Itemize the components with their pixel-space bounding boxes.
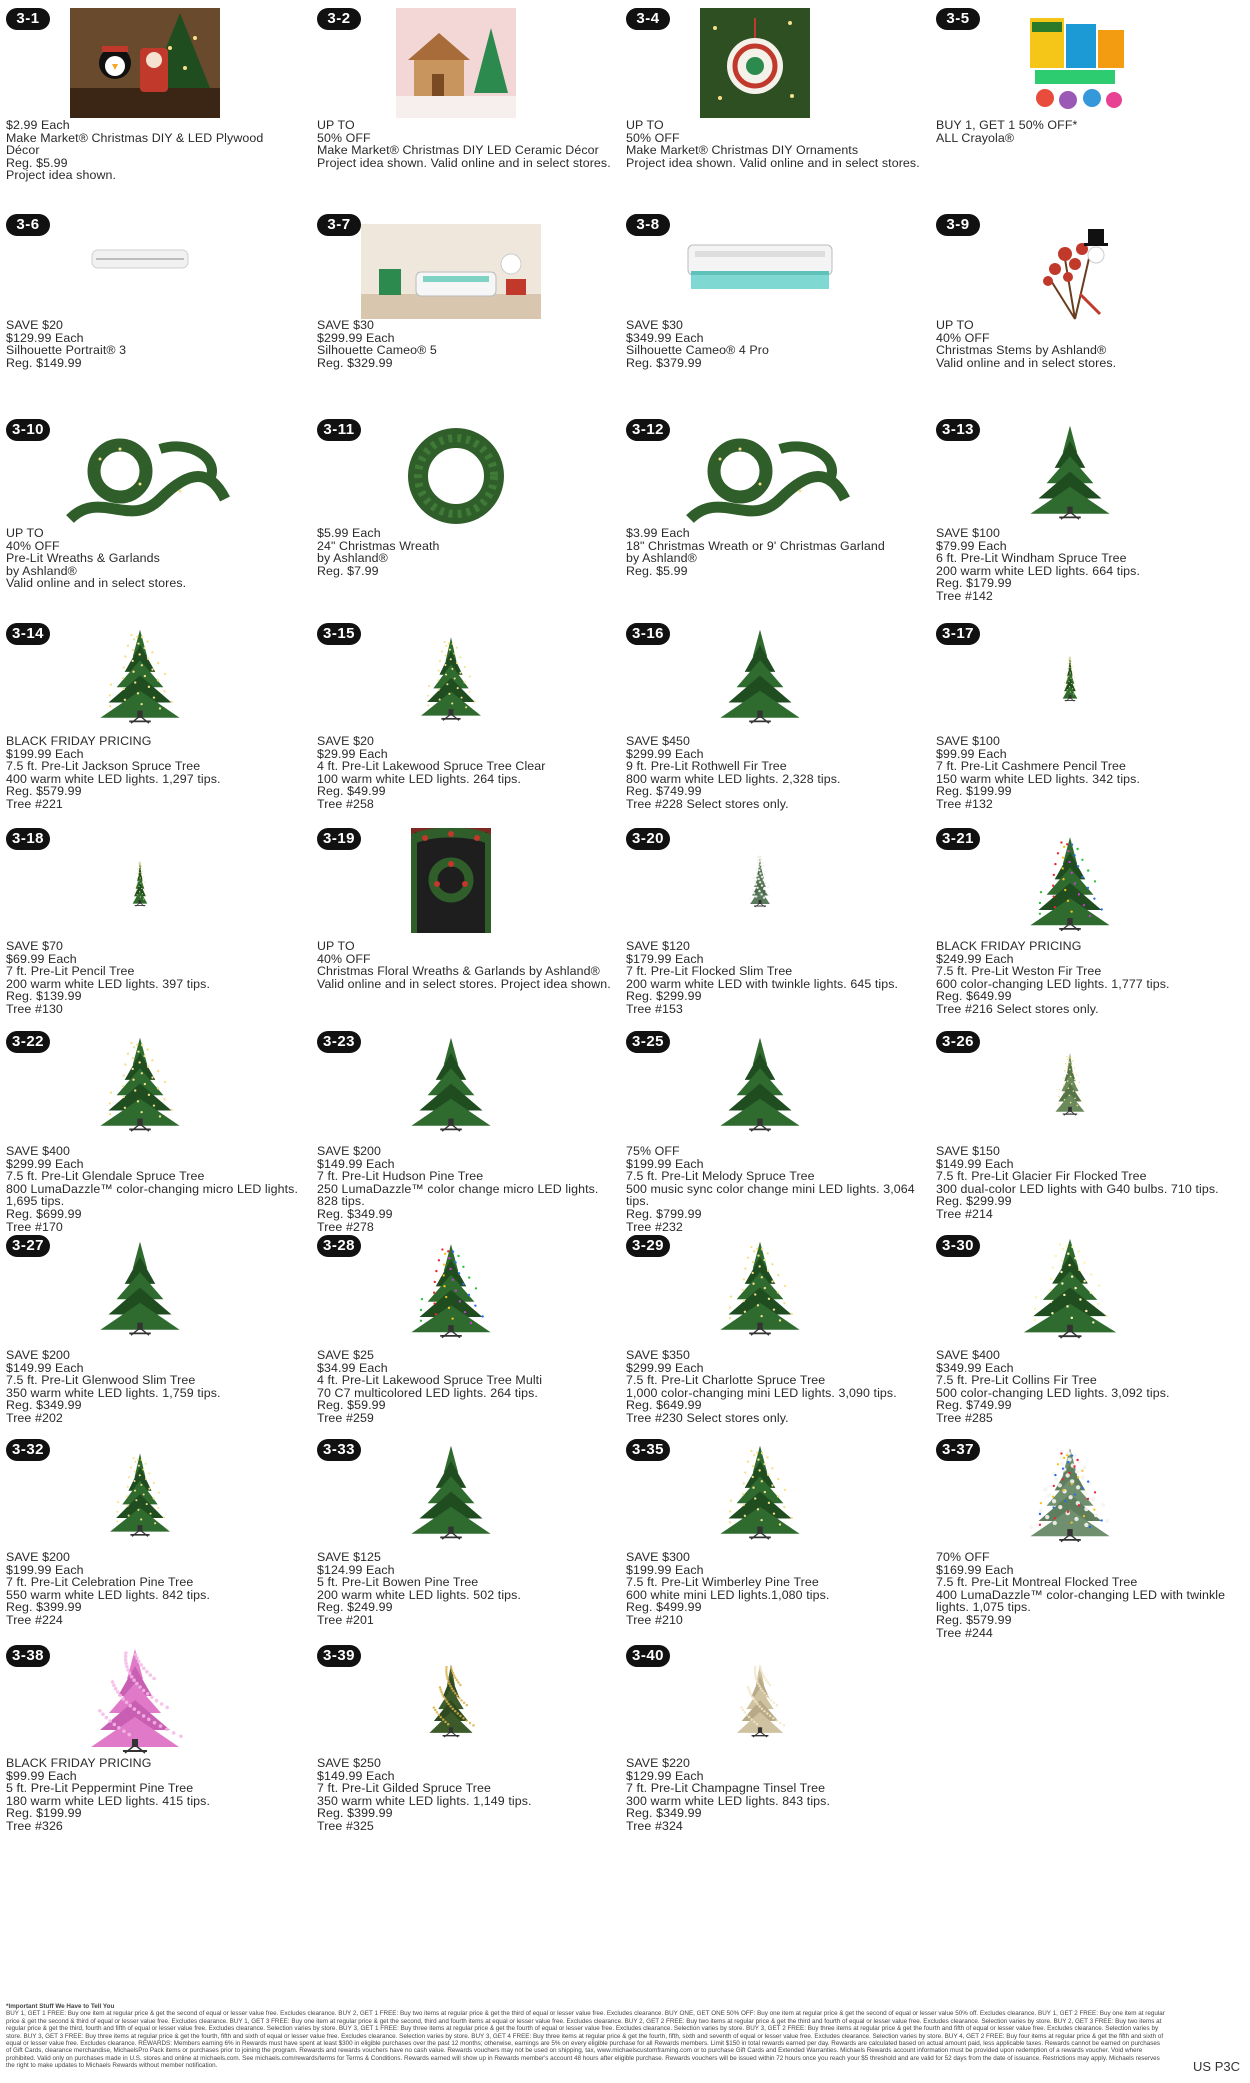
product-detail-line: SAVE $25 [317,1348,375,1362]
product-detail-line: 7 ft. Pre-Lit Champagne Tinsel Tree [626,1781,826,1796]
product-detail-line: Reg. $699.99 [6,1206,82,1221]
product-detail-line: Tree #142 [936,588,993,603]
product-detail-line: Reg. $749.99 [626,784,702,799]
product-image[interactable] [1048,623,1092,733]
product-image[interactable] [715,1439,805,1544]
product-detail-line: SAVE $200 [6,1348,71,1362]
product-detail-line: 24" Christmas Wreath [317,538,440,553]
product-detail-line: Reg. $329.99 [317,355,393,370]
product-detail-line: 200 warm white LED lights. 664 tips. [936,563,1141,578]
product-detail-line: Tree #228 Select stores only. [626,796,789,811]
product-detail-line: 75% OFF [626,1144,680,1158]
item-number-badge: 3-16 [626,623,670,645]
product-image[interactable] [1025,1439,1115,1549]
product-detail-line: Tree #202 [6,1410,63,1425]
product-detail-line: BLACK FRIDAY PRICING [6,734,152,748]
product-detail-line: Tree #214 [936,1206,993,1221]
product-details [6,735,300,811]
product-image[interactable] [100,1444,180,1544]
product-detail-line: $199.99 Each [626,1156,704,1171]
product-details [936,319,1230,369]
product-detail-line: Make Market® Christmas DIY Ornaments [626,143,859,158]
product-detail-line: Reg. $349.99 [6,1398,82,1413]
product-image[interactable] [1020,8,1130,118]
product-detail-line: SAVE $150 [936,1144,1001,1158]
product-detail-line: Tree #210 [626,1612,683,1627]
product-detail-line: $169.99 Each [936,1562,1014,1577]
product-detail-line: 40% OFF [317,951,371,966]
product-detail-line: 7 ft. Pre-Lit Flocked Slim Tree [626,964,793,979]
product-details [626,1551,920,1627]
product-detail-line: BLACK FRIDAY PRICING [936,939,1082,953]
product-detail-line: Tree #201 [317,1612,374,1627]
product-detail-line: 9 ft. Pre-Lit Rothwell Fir Tree [626,759,787,774]
product-detail-line: Silhouette Portrait® 3 [6,343,127,358]
product-detail-line: 7.5 ft. Pre-Lit Weston Fir Tree [936,964,1102,979]
product-detail-line: Reg. $349.99 [626,1806,702,1821]
product-detail-line: 50% OFF [626,130,680,145]
product-detail-line: Tree #130 [6,1001,63,1016]
product-detail-line: $79.99 Each [936,538,1007,553]
product-detail-line: $199.99 Each [6,746,84,761]
product-detail-line: SAVE $220 [626,1756,691,1770]
product-details [317,119,611,169]
product-detail-line: SAVE $200 [317,1144,382,1158]
item-number-badge: 3-33 [317,1439,361,1461]
product-detail-line: $99.99 Each [936,746,1007,761]
product-detail-line: Reg. $499.99 [626,1600,702,1615]
product-detail-line: Reg. $199.99 [6,1806,82,1821]
item-number-badge: 3-12 [626,419,670,441]
product-detail-line: 7 ft. Pre-Lit Cashmere Pencil Tree [936,759,1127,774]
product-detail-line: Make Market® Christmas DIY & LED Plywood Décor [6,130,264,158]
product-detail-line: $129.99 Each [6,330,84,345]
product-details [626,319,920,369]
product-detail-line: 200 warm white LED with twinkle lights. 645 tips. [626,976,899,991]
product-detail-line: SAVE $400 [936,1348,1001,1362]
product-detail-line: 500 music sync color change mini LED lights. 3,064 tips. [626,1181,915,1209]
item-number-badge: 3-39 [317,1645,361,1667]
product-detail-line: SAVE $250 [317,1756,382,1770]
product-detail-line: Tree #258 [317,796,374,811]
product-detail-line: Reg. $7.99 [317,563,379,578]
product-detail-line: Reg. $59.99 [317,1398,386,1413]
product-detail-line: $124.99 Each [317,1562,395,1577]
product-detail-line: Silhouette Cameo® 5 [317,343,437,358]
product-detail-line: $5.99 Each [317,526,381,540]
product-detail-line: $299.99 Each [626,746,704,761]
product-detail-line: 18" Christmas Wreath or 9' Christmas Garland [626,538,885,553]
product-detail-line: 100 warm white LED lights. 264 tips. [317,771,522,786]
product-detail-line: 70% OFF [936,1550,990,1564]
product-detail-line: 7.5 ft. Pre-Lit Wimberley Pine Tree [626,1575,819,1590]
product-detail-line: 600 white mini LED lights.1,080 tips. [626,1587,830,1602]
product-detail-line: Valid online and in select stores. [6,576,187,591]
product-detail-line: SAVE $30 [317,318,375,332]
product-details [626,1349,920,1425]
product-detail-line: Tree #216 Select stores only. [936,1001,1099,1016]
product-detail-line: $29.99 Each [317,746,388,761]
product-details [317,1349,611,1425]
product-detail-line: Reg. $649.99 [626,1398,702,1413]
product-detail-line: Reg. $299.99 [936,1194,1012,1209]
item-number-badge: 3-17 [936,623,980,645]
product-details [317,940,611,990]
fine-print-heading: *Important Stuff We Have to Tell You [6,2003,115,2010]
product-detail-line: $179.99 Each [626,951,704,966]
product-image[interactable] [735,828,785,933]
product-detail-line: Make Market® Christmas DIY LED Ceramic Décor [317,143,599,158]
product-detail-line: Reg. $179.99 [936,576,1012,591]
item-number-badge: 3-21 [936,828,980,850]
item-number-badge: 3-13 [936,419,980,441]
product-detail-line: 5 ft. Pre-Lit Peppermint Pine Tree [6,1781,194,1796]
item-number-badge: 3-1 [6,8,50,30]
product-detail-line: 550 warm white LED lights. 842 tips. [6,1587,211,1602]
product-details [6,1757,300,1833]
product-detail-line: Project idea shown. Valid online and in select stores. [317,155,611,170]
product-image[interactable] [1020,219,1130,329]
product-detail-line: $349.99 Each [626,330,704,345]
product-detail-line: $2.99 Each [6,118,70,132]
product-detail-line: $69.99 Each [6,951,77,966]
product-details [6,319,300,369]
product-detail-line: Christmas Floral Wreaths & Garlands by Ashland® [317,964,600,979]
product-detail-line: SAVE $400 [6,1144,71,1158]
item-number-badge: 3-5 [936,8,980,30]
product-detail-line: Pre-Lit Wreaths & Garlands [6,551,160,566]
item-number-badge: 3-29 [626,1235,670,1257]
product-detail-line: Tree #224 [6,1612,63,1627]
product-detail-line: by Ashland® [6,563,77,578]
page-code: US P3C [1193,2059,1240,2074]
product-detail-line: 250 LumaDazzle™ color change micro LED lights. 828 tips. [317,1181,599,1209]
product-detail-line: 7 ft. Pre-Lit Hudson Pine Tree [317,1169,484,1184]
product-detail-line: 7 ft. Pre-Lit Celebration Pine Tree [6,1575,194,1590]
product-detail-line: UP TO [6,526,44,540]
product-details [6,527,300,590]
product-detail-line: Reg. $579.99 [6,784,82,799]
product-detail-line: SAVE $450 [626,734,691,748]
item-number-badge: 3-35 [626,1439,670,1461]
product-detail-line: BLACK FRIDAY PRICING [6,1756,152,1770]
product-image[interactable] [416,1650,486,1750]
product-detail-line: Tree #324 [626,1818,683,1833]
product-detail-line: 40% OFF [6,538,60,553]
product-detail-line: $199.99 Each [626,1562,704,1577]
product-detail-line: Tree #325 [317,1818,374,1833]
item-number-badge: 3-22 [6,1031,50,1053]
product-detail-line: by Ashland® [317,551,388,566]
product-details [6,119,300,182]
product-details [317,319,611,369]
fine-print [6,2003,1166,2070]
item-number-badge: 3-10 [6,419,50,441]
product-detail-line: Reg. $579.99 [936,1612,1012,1627]
product-detail-line: SAVE $200 [6,1550,71,1564]
product-detail-line: Tree #132 [936,796,993,811]
product-detail-line: Tree #259 [317,1410,374,1425]
item-number-badge: 3-9 [936,214,980,236]
product-details [936,119,1230,144]
product-detail-line: SAVE $70 [6,939,64,953]
product-details [936,1349,1230,1425]
item-number-badge: 3-38 [6,1645,50,1667]
product-detail-line: Reg. $5.99 [6,155,68,170]
product-details [936,940,1230,1016]
product-detail-line: Reg. $379.99 [626,355,702,370]
product-details [626,940,920,1016]
product-image[interactable] [1025,419,1115,524]
product-image[interactable] [411,628,491,728]
product-detail-line: UP TO [936,318,974,332]
product-detail-line: $249.99 Each [936,951,1014,966]
product-detail-line: 4 ft. Pre-Lit Lakewood Spruce Tree Multi [317,1373,543,1388]
product-details [936,1551,1230,1639]
product-image[interactable] [1020,1235,1120,1340]
product-detail-line: 5 ft. Pre-Lit Bowen Pine Tree [317,1575,479,1590]
product-image[interactable] [401,424,511,529]
product-details [317,1551,611,1627]
product-detail-line: 600 color-changing LED lights. 1,777 tips. [936,976,1170,991]
item-number-badge: 3-32 [6,1439,50,1461]
product-detail-line: 350 warm white LED lights. 1,149 tips. [317,1793,532,1808]
product-detail-line: 7 ft. Pre-Lit Gilded Spruce Tree [317,1781,491,1796]
product-image[interactable] [725,1645,795,1755]
product-detail-line: Reg. $399.99 [317,1806,393,1821]
product-image[interactable] [95,623,185,728]
product-detail-line: 7.5 ft. Pre-Lit Charlotte Spruce Tree [626,1373,826,1388]
item-number-badge: 3-6 [6,214,50,236]
product-detail-line: Tree #285 [936,1410,993,1425]
product-image[interactable] [361,224,541,319]
product-detail-line: 40% OFF [936,330,990,345]
product-detail-line: SAVE $100 [936,734,1001,748]
product-detail-line: UP TO [317,939,355,953]
product-detail-line: Reg. $749.99 [936,1398,1012,1413]
product-detail-line: $299.99 Each [317,330,395,345]
product-detail-line: Reg. $649.99 [936,989,1012,1004]
product-detail-line: UP TO [317,118,355,132]
product-detail-line: ALL Crayola® [936,130,1015,145]
item-number-badge: 3-37 [936,1439,980,1461]
product-detail-line: Tree #153 [626,1001,683,1016]
product-detail-line: Tree #221 [6,796,63,811]
item-number-badge: 3-14 [6,623,50,645]
item-number-badge: 3-4 [626,8,670,30]
product-details [6,1145,300,1233]
product-details [626,1757,920,1833]
product-detail-line: 350 warm white LED lights. 1,759 tips. [6,1385,221,1400]
product-details [317,735,611,811]
product-image[interactable] [715,1235,805,1340]
product-detail-line: SAVE $120 [626,939,691,953]
product-detail-line: Valid online and in select stores. Project idea shown. [317,976,611,991]
product-details [626,119,920,169]
product-detail-line: 7.5 ft. Pre-Lit Glendale Spruce Tree [6,1169,205,1184]
product-detail-line: $199.99 Each [6,1562,84,1577]
product-details [626,1145,920,1233]
product-detail-line: 7 ft. Pre-Lit Pencil Tree [6,964,135,979]
product-detail-line: $149.99 Each [6,1360,84,1375]
product-image[interactable] [396,8,516,118]
product-detail-line: 200 warm white LED lights. 397 tips. [6,976,211,991]
product-detail-line: 7.5 ft. Pre-Lit Montreal Flocked Tree [936,1575,1138,1590]
product-detail-line: Tree #232 [626,1219,683,1234]
product-detail-line: Project idea shown. [6,168,117,183]
product-detail-line: Reg. $149.99 [6,355,82,370]
product-detail-line: Tree #278 [317,1219,374,1234]
product-detail-line: 180 warm white LED lights. 415 tips. [6,1793,211,1808]
product-detail-line: $129.99 Each [626,1768,704,1783]
product-image[interactable] [85,1645,185,1755]
item-number-badge: 3-23 [317,1031,361,1053]
product-detail-line: 50% OFF [317,130,371,145]
product-details [6,940,300,1016]
product-detail-line: $149.99 Each [936,1156,1014,1171]
product-image[interactable] [406,1439,496,1544]
product-detail-line: 7.5 ft. Pre-Lit Jackson Spruce Tree [6,759,201,774]
product-detail-line: Reg. $299.99 [626,989,702,1004]
item-number-badge: 3-27 [6,1235,50,1257]
product-details [6,1349,300,1425]
product-details [317,1757,611,1833]
product-detail-line: SAVE $125 [317,1550,382,1564]
product-detail-line: 7.5 ft. Pre-Lit Collins Fir Tree [936,1373,1097,1388]
item-number-badge: 3-11 [317,419,361,441]
product-detail-line: Reg. $5.99 [626,563,688,578]
product-detail-line: 1,000 color-changing mini LED lights. 3,090 tips. [626,1385,897,1400]
product-details [936,735,1230,811]
product-image[interactable] [95,1031,185,1136]
product-detail-line: 300 dual-color LED lights with G40 bulbs. 710 tips. [936,1181,1219,1196]
item-number-badge: 3-2 [317,8,361,30]
product-detail-line: 150 warm white LED lights. 342 tips. [936,771,1141,786]
product-image[interactable] [411,828,491,933]
product-detail-line: 70 C7 multicolored LED lights. 264 tips. [317,1385,538,1400]
product-detail-line: 7.5 ft. Pre-Lit Glacier Fir Flocked Tree [936,1169,1147,1184]
product-detail-line: 4 ft. Pre-Lit Lakewood Spruce Tree Clear [317,759,546,774]
item-number-badge: 3-40 [626,1645,670,1667]
item-number-badge: 3-18 [6,828,50,850]
product-image[interactable] [1040,1031,1100,1136]
product-image[interactable] [70,8,220,118]
product-image[interactable] [715,623,805,728]
product-detail-line: BUY 1, GET 1 50% OFF* [936,118,1078,132]
product-detail-line: 7.5 ft. Pre-Lit Melody Spruce Tree [626,1169,815,1184]
product-detail-line: 200 warm white LED lights. 502 tips. [317,1587,522,1602]
product-detail-line: $299.99 Each [626,1360,704,1375]
product-detail-line: Christmas Stems by Ashland® [936,343,1107,358]
product-detail-line: 500 color-changing LED lights. 3,092 tips. [936,1385,1170,1400]
product-detail-line: $299.99 Each [6,1156,84,1171]
product-detail-line: SAVE $30 [626,318,684,332]
product-image[interactable] [60,429,230,534]
product-detail-line: 400 LumaDazzle™ color-changing LED with twinkle lights. 1,075 tips. [936,1587,1226,1615]
item-number-badge: 3-15 [317,623,361,645]
product-detail-line: Reg. $349.99 [317,1206,393,1221]
product-detail-line: Reg. $399.99 [6,1600,82,1615]
product-detail-line: $149.99 Each [317,1768,395,1783]
item-number-badge: 3-26 [936,1031,980,1053]
product-detail-line: 800 LumaDazzle™ color-changing micro LED lights. 1,695 tips. [6,1181,298,1209]
product-image[interactable] [715,1031,805,1136]
product-image[interactable] [685,239,835,294]
product-image[interactable] [90,244,190,274]
product-detail-line: Project idea shown. Valid online and in select stores. [626,155,920,170]
product-detail-line: SAVE $20 [6,318,64,332]
product-detail-line: $349.99 Each [936,1360,1014,1375]
item-number-badge: 3-7 [317,214,361,236]
product-image[interactable] [680,429,850,534]
item-number-badge: 3-25 [626,1031,670,1053]
product-detail-line: $99.99 Each [6,1768,77,1783]
product-image[interactable] [95,1235,185,1340]
fine-print-body: BUY 1, GET 1 FREE: Buy one item at regular price & get the second of equal or lesser value free. Excludes clearance. BUY 2, GET 1 FREE: Buy two items at regular price & get the third of equal or lesser value free. Excludes clearance. BUY ONE, GET ONE 50% OFF: Buy one item at regular price & get the second of equal or lesser value 50% off. Excludes clearance. BUY 1, GET 2 FREE: Buy one item at regular price & get the second & third of equal or lesser value free. Excludes clearance. BUY 1, GET 3 FREE: Buy one item at regular price & get the second, third and fourth items at equal or lesser value free. Excludes clearance. BUY 2, GET 2 FREE: Buy two items at regular price & get the third and fourth of equal or lesser value free. Excludes clearance. Selection varies by store. BUY 2, GET 3 FREE: Buy two items at regular price & get the third, fourth and fifth of equal or lesser value free. Excludes clearance. Selection varies by store. BUY 3, GET 1 FREE: Buy three items at regular price & get the fourth of equal or lesser value free. Excludes clearance. Selection varies by store. BUY 3, GET 2 FREE: Buy three items at regular price & get the fourth and fifth of equal or lesser value free. Excludes clearance. Selection varies by store. BUY 3, GET 3 FREE: Buy three items at regular price & get the fourth, fifth and sixth of equal or lesser value free. Excludes clearance. Selection varies by store. BUY 3, GET 4 FREE: Buy three items at regular price & get the fourth, fifth, sixth and seventh of equal or lesser value free. Excludes clearance. Selection varies by store. BUY 4, GET 2 FREE: Buy four items at regular price & get the fifth and sixth of equal or lesser value free. Excludes clearance. REWARDS: Members earning 6% in Rewards must have spent at least $300 in eligible purchases over the past 12 months; otherwise, earnings are 5% on every eligible purchase for all Rewards members. Limit $150 in total rewards earned per day. Rewards are calculated based on actual amount paid, less applicable taxes. Rewards cannot be earned on purchases of Gift Cards, clearance merchandise, MichaelsPro Pack items or purchases prior to joining the program. Rewards and rewards vouchers have no cash value. Rewards vouchers may not be used on shipping, tax, www.michaelscustomframing.com or to purchase Gift Cards and Extended Warranties. Michaels Rewards account information must be provided upon redemption of a rewards voucher. Void where prohibited. Valid only on purchases made in U.S. stores and online at michaels.com. See michaels.com/rewards/terms for Terms & Conditions. Rewards earned will show up in Rewards member's account 48 hours after eligible purchase. Rewards vouchers will be issued within 72 hours once you reach your $5 threshold and are valid for 52 days from the date of issuance. Restrictions may apply. Michaels reserves the right to make updates to Michaels Rewards without member notification. [6,2010,1165,2070]
product-detail-line: SAVE $20 [317,734,375,748]
product-detail-line: SAVE $100 [936,526,1001,540]
product-detail-line: SAVE $350 [626,1348,691,1362]
product-image[interactable] [700,8,810,118]
product-details [626,527,920,577]
item-number-badge: 3-19 [317,828,361,850]
item-number-badge: 3-8 [626,214,670,236]
product-detail-line: Reg. $199.99 [936,784,1012,799]
product-detail-line: Reg. $49.99 [317,784,386,799]
item-number-badge: 3-28 [317,1235,361,1257]
product-detail-line: 800 warm white LED lights. 2,328 tips. [626,771,841,786]
product-detail-line: Tree #230 Select stores only. [626,1410,789,1425]
product-details [626,735,920,811]
product-detail-line: Silhouette Cameo® 4 Pro [626,343,769,358]
product-image[interactable] [406,1240,496,1340]
product-detail-line: Reg. $139.99 [6,989,82,1004]
product-detail-line: Tree #326 [6,1818,63,1833]
product-detail-line: SAVE $300 [626,1550,691,1564]
product-detail-line: $149.99 Each [317,1156,395,1171]
item-number-badge: 3-30 [936,1235,980,1257]
product-detail-line: Reg. $249.99 [317,1600,393,1615]
product-detail-line: 6 ft. Pre-Lit Windham Spruce Tree [936,551,1127,566]
product-image[interactable] [1025,833,1115,933]
product-detail-line: $34.99 Each [317,1360,388,1375]
product-detail-line: 400 warm white LED lights. 1,297 tips. [6,771,221,786]
product-details [6,1551,300,1627]
product-detail-line: UP TO [626,118,664,132]
product-image[interactable] [118,828,162,938]
product-details [317,527,611,577]
product-detail-line: 7.5 ft. Pre-Lit Glenwood Slim Tree [6,1373,196,1388]
product-details [317,1145,611,1233]
product-details [936,527,1230,603]
product-detail-line: Tree #244 [936,1625,993,1640]
product-detail-line: Valid online and in select stores. [936,355,1117,370]
product-detail-line: by Ashland® [626,551,697,566]
product-detail-line: 300 warm white LED lights. 843 tips. [626,1793,831,1808]
product-details [936,1145,1230,1221]
product-image[interactable] [406,1031,496,1136]
product-detail-line: Tree #170 [6,1219,63,1234]
product-detail-line: $3.99 Each [626,526,690,540]
product-detail-line: Reg. $799.99 [626,1206,702,1221]
item-number-badge: 3-20 [626,828,670,850]
